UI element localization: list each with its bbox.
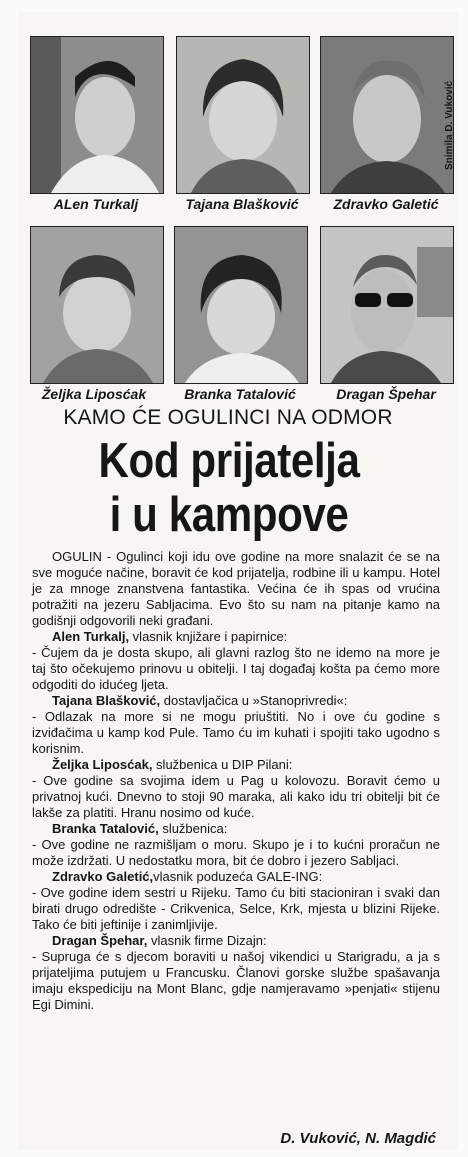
entry-quote: - Ove godine ne razmišljam o moru. Skupo je i to kućni proračun ne može izdržati. U nedostatku mora, bit će dobro i jezero Sabljaci. — [32, 837, 440, 868]
article-body — [32, 549, 440, 1013]
caption-zdravko-galetic: Zdravko Galetić — [333, 196, 439, 212]
entry-name: Željka Liposćak, — [52, 757, 153, 772]
entry-role: službenica u DIP Pilani: — [152, 757, 293, 772]
photo-zeljka-liposcak — [30, 226, 164, 384]
caption-zeljka-liposcak: Željka Liposćak — [41, 386, 147, 402]
entry-quote: - Odlazak na more si ne mogu priuštiti. No i ove ću godine s izviđačima u kamp kod Pule. Tamo ću im kuhati i spojiti tako ugodno s korisnim. — [32, 709, 440, 756]
entry-name: Zdravko Galetić, — [52, 869, 154, 884]
entry-quote: - Supruga će s djecom boraviti u našoj vikendici u Starigradu, a ja s prijateljima putujem u Francusku. Članovi gorske službe spašavanja imaju ekspediciju na Mont Blanc, gdje namjeravamo »penjati« stijenu Egi Dimini. — [32, 949, 440, 1012]
entry-name: Alen Turkalj, — [52, 629, 130, 644]
entry-name: Branka Tatalović, — [52, 821, 159, 836]
caption-branka-tatalovic: Branka Tatalović — [184, 386, 296, 402]
headline-line-2: i u kampove — [109, 488, 349, 542]
article-intro: OGULIN - Ogulinci koji idu ove godine na more snalazit će se na sve moguće načine, boravit će kod prijatelja, rodbine ili u kampu. Hotel je za mnoge znanstvena fantastika. Većina će ih spas od vrućina potražiti na jezeru Sabljacima. Evo što su nam na pitanje kamo na godišnji odgovorili neki građani. — [32, 549, 440, 628]
entry-name: Tajana Blašković, — [52, 693, 161, 708]
entry-role: vlasnik knjižare i papirnice: — [129, 629, 288, 644]
entry-quote: - Ove godine idem sestri u Rijeku. Tamo ću biti stacioniran i svaki dan birati drugo odredište - Crikvenica, Selce, Krk, mjesta u blizini Rijeke. Tako će biti jeftinije i zanimljivije. — [32, 885, 440, 932]
entry-name: Dragan Špehar, — [52, 933, 148, 948]
caption-dragan-spehar: Dragan Špehar — [336, 386, 436, 402]
kicker: KAMO ĆE OGULINCI NA ODMOR — [63, 406, 393, 429]
entry-heading — [32, 869, 440, 885]
caption-tajana-blaskovic: Tajana Blašković — [185, 196, 299, 212]
entry-heading — [32, 629, 440, 645]
photo-tajana-blaskovic — [176, 36, 310, 194]
caption-alen-turkalj: ALen Turkalj — [53, 196, 139, 212]
photo-dragan-spehar — [320, 226, 454, 384]
entry-role: službenica: — [158, 821, 228, 836]
entry-heading — [32, 821, 440, 837]
entry-role: dostavljačica u »Stanoprivredi«: — [160, 693, 348, 708]
photo-alen-turkalj — [30, 36, 164, 194]
entry-role: vlasnik poduzeća GALE-ING: — [153, 869, 323, 884]
entry-heading — [32, 757, 440, 773]
entry-quote: - Čujem da je dosta skupo, ali glavni razlog što ne idemo na more je taj što očekujemo prinovu u obitelji. I taj događaj košta pa ćemo more odgoditi do idućeg ljeta. — [32, 645, 440, 692]
entry-role: vlasnik firme Dizajn: — [147, 933, 267, 948]
photo-branka-tatalovic — [174, 226, 308, 384]
photo-credit: Snimila D. Vuković — [444, 80, 455, 170]
byline: D. Vuković, N. Magdić — [280, 1130, 436, 1147]
entry-quote: - Ove godine sa svojima idem u Pag u kolovozu. Boravit ćemo u privatnoj kući. Dnevno to stoji 90 maraka, ali kako idu tri obitelji bit će lakše za platiti. Hranu nosimo od kuće. — [32, 773, 440, 820]
photo-zdravko-galetic — [320, 36, 454, 194]
entry-heading — [32, 933, 440, 949]
entry-heading — [32, 693, 440, 709]
headline-line-1: Kod prijatelja — [98, 434, 360, 488]
